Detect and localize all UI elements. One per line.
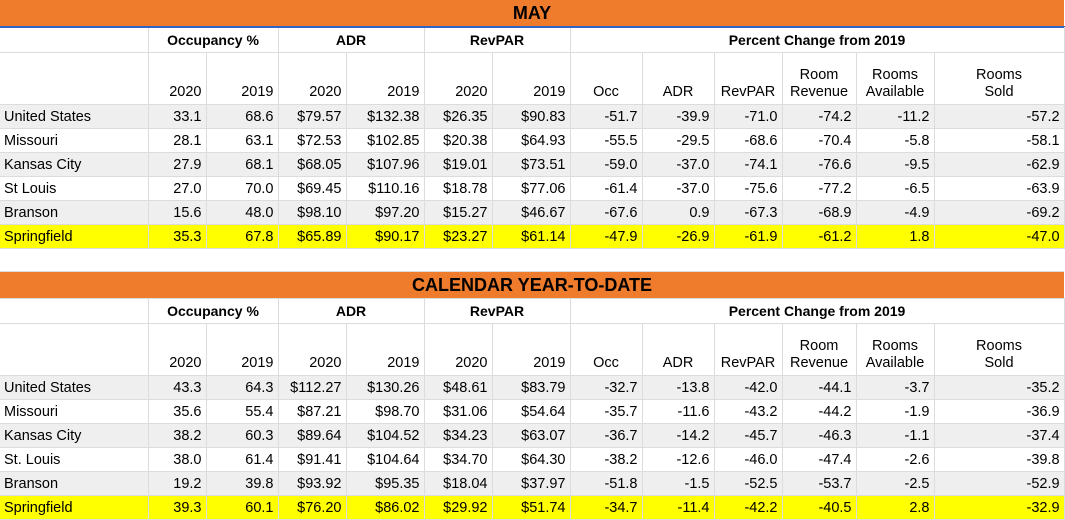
data-cell[interactable]: $107.96 [346, 153, 424, 177]
data-cell[interactable]: -35.7 [570, 400, 642, 424]
empty-cell[interactable] [570, 249, 642, 272]
data-cell[interactable]: -45.7 [714, 424, 782, 448]
data-cell[interactable]: 2.8 [856, 496, 934, 520]
column-header[interactable]: Room Revenue [782, 324, 856, 376]
data-cell[interactable]: $132.38 [346, 105, 424, 129]
group-header[interactable]: ADR [278, 299, 424, 324]
table-row [0, 424, 1064, 448]
data-cell[interactable]: $130.26 [346, 376, 424, 400]
row-label[interactable]: Springfield [0, 225, 148, 249]
data-cell[interactable]: 35.3 [148, 225, 206, 249]
row-label[interactable]: United States [0, 105, 148, 129]
table-row [0, 472, 1064, 496]
column-header[interactable]: 2020 [424, 324, 492, 376]
data-cell[interactable]: $37.97 [492, 472, 570, 496]
data-cell[interactable]: $76.20 [278, 496, 346, 520]
data-cell[interactable]: $110.16 [346, 177, 424, 201]
data-cell[interactable]: -38.2 [570, 448, 642, 472]
data-cell[interactable]: $20.38 [424, 129, 492, 153]
data-cell[interactable]: 55.4 [206, 400, 278, 424]
data-cell[interactable]: 60.1 [206, 496, 278, 520]
data-cell[interactable]: -43.2 [714, 400, 782, 424]
empty-cell[interactable] [0, 249, 148, 272]
data-cell[interactable]: -37.4 [934, 424, 1064, 448]
empty-cell[interactable] [206, 249, 278, 272]
data-cell[interactable]: -70.4 [782, 129, 856, 153]
data-cell[interactable]: -39.9 [642, 105, 714, 129]
data-cell[interactable]: $26.35 [424, 105, 492, 129]
data-cell[interactable]: $65.89 [278, 225, 346, 249]
column-header[interactable]: 2020 [278, 324, 346, 376]
column-header[interactable]: 2019 [206, 53, 278, 105]
data-cell[interactable]: -6.5 [856, 177, 934, 201]
data-cell[interactable]: $51.74 [492, 496, 570, 520]
group-header[interactable]: RevPAR [424, 299, 570, 324]
data-cell[interactable]: $77.06 [492, 177, 570, 201]
data-cell[interactable]: $98.10 [278, 201, 346, 225]
data-cell[interactable]: $112.27 [278, 376, 346, 400]
row-label[interactable]: St Louis [0, 177, 148, 201]
table-row [0, 376, 1064, 400]
table-row [0, 225, 1064, 249]
table-row [0, 448, 1064, 472]
data-cell[interactable]: 1.8 [856, 225, 934, 249]
data-cell[interactable]: 68.1 [206, 153, 278, 177]
column-header-row [0, 53, 1064, 105]
empty-cell[interactable] [278, 249, 346, 272]
data-cell[interactable]: -40.5 [782, 496, 856, 520]
data-cell[interactable]: -69.2 [934, 201, 1064, 225]
data-cell[interactable]: $18.04 [424, 472, 492, 496]
data-cell[interactable]: -35.2 [934, 376, 1064, 400]
group-header[interactable]: RevPAR [424, 27, 570, 53]
group-header[interactable]: Percent Change from 2019 [570, 299, 1064, 324]
data-cell[interactable]: 35.6 [148, 400, 206, 424]
column-header[interactable]: 2019 [206, 324, 278, 376]
data-cell[interactable]: 63.1 [206, 129, 278, 153]
data-cell[interactable]: -61.2 [782, 225, 856, 249]
data-cell[interactable]: $104.64 [346, 448, 424, 472]
data-cell[interactable]: -29.5 [642, 129, 714, 153]
data-cell[interactable]: -57.2 [934, 105, 1064, 129]
table-row [0, 177, 1064, 201]
data-cell[interactable]: -61.9 [714, 225, 782, 249]
data-cell[interactable]: 19.2 [148, 472, 206, 496]
data-cell[interactable]: -74.2 [782, 105, 856, 129]
data-cell[interactable]: $46.67 [492, 201, 570, 225]
data-cell[interactable]: -37.0 [642, 153, 714, 177]
data-cell[interactable]: -1.1 [856, 424, 934, 448]
data-cell[interactable]: $83.79 [492, 376, 570, 400]
data-cell[interactable]: $34.70 [424, 448, 492, 472]
data-cell[interactable]: -2.6 [856, 448, 934, 472]
column-header[interactable]: Rooms Sold [934, 53, 1064, 105]
data-cell[interactable]: 27.9 [148, 153, 206, 177]
row-label[interactable]: Kansas City [0, 153, 148, 177]
data-cell[interactable]: -74.1 [714, 153, 782, 177]
data-cell[interactable]: $31.06 [424, 400, 492, 424]
data-cell[interactable]: -37.0 [642, 177, 714, 201]
column-header-row [0, 324, 1064, 376]
data-cell[interactable]: 28.1 [148, 129, 206, 153]
data-cell[interactable]: $64.30 [492, 448, 570, 472]
table-row [0, 153, 1064, 177]
column-header[interactable]: 2020 [424, 53, 492, 105]
data-cell[interactable]: -76.6 [782, 153, 856, 177]
data-cell[interactable]: -55.5 [570, 129, 642, 153]
data-cell[interactable]: -36.7 [570, 424, 642, 448]
column-header[interactable]: 2020 [148, 53, 206, 105]
empty-cell[interactable] [642, 249, 714, 272]
data-cell[interactable]: -9.5 [856, 153, 934, 177]
empty-cell[interactable] [0, 53, 148, 105]
data-cell[interactable]: 39.8 [206, 472, 278, 496]
row-label[interactable]: Missouri [0, 400, 148, 424]
data-cell[interactable]: -32.9 [934, 496, 1064, 520]
data-cell[interactable]: $95.35 [346, 472, 424, 496]
data-cell[interactable]: 39.3 [148, 496, 206, 520]
data-cell[interactable]: -4.9 [856, 201, 934, 225]
data-cell[interactable]: $19.01 [424, 153, 492, 177]
table-row [0, 105, 1064, 129]
group-header[interactable]: Occupancy % [148, 27, 278, 53]
data-cell[interactable]: -14.2 [642, 424, 714, 448]
data-cell[interactable]: $72.53 [278, 129, 346, 153]
row-label[interactable]: Kansas City [0, 424, 148, 448]
data-cell[interactable]: $68.05 [278, 153, 346, 177]
column-header[interactable]: Room Revenue [782, 53, 856, 105]
column-header[interactable]: Occ [570, 53, 642, 105]
data-cell[interactable]: 38.0 [148, 448, 206, 472]
data-cell[interactable]: $93.92 [278, 472, 346, 496]
data-cell[interactable]: $29.92 [424, 496, 492, 520]
data-cell[interactable]: -47.0 [934, 225, 1064, 249]
data-cell[interactable]: -46.0 [714, 448, 782, 472]
group-header[interactable]: ADR [278, 27, 424, 53]
data-cell[interactable]: $79.57 [278, 105, 346, 129]
empty-cell[interactable] [714, 249, 782, 272]
data-cell[interactable]: $69.45 [278, 177, 346, 201]
data-cell[interactable]: -1.9 [856, 400, 934, 424]
group-header[interactable]: Percent Change from 2019 [570, 27, 1064, 53]
section-title-row [0, 0, 1064, 27]
column-header[interactable]: 2020 [148, 324, 206, 376]
data-cell[interactable]: 15.6 [148, 201, 206, 225]
data-cell[interactable]: $104.52 [346, 424, 424, 448]
group-header-row [0, 27, 1064, 53]
data-cell[interactable]: $87.21 [278, 400, 346, 424]
data-cell[interactable]: -62.9 [934, 153, 1064, 177]
data-cell[interactable]: $91.41 [278, 448, 346, 472]
data-cell[interactable]: -71.0 [714, 105, 782, 129]
empty-cell[interactable] [934, 249, 1064, 272]
column-header[interactable]: Rooms Available [856, 53, 934, 105]
column-header[interactable]: Occ [570, 324, 642, 376]
data-cell[interactable]: -68.9 [782, 201, 856, 225]
section-title-row [0, 272, 1064, 299]
empty-cell[interactable] [0, 299, 148, 324]
data-cell[interactable]: 61.4 [206, 448, 278, 472]
row-label[interactable]: St. Louis [0, 448, 148, 472]
column-header[interactable]: ADR [642, 324, 714, 376]
data-cell[interactable]: -61.4 [570, 177, 642, 201]
data-cell[interactable]: 48.0 [206, 201, 278, 225]
data-cell[interactable]: $23.27 [424, 225, 492, 249]
data-cell[interactable]: -47.4 [782, 448, 856, 472]
column-header[interactable]: Rooms Available [856, 324, 934, 376]
data-cell[interactable]: $97.20 [346, 201, 424, 225]
data-cell[interactable]: -67.3 [714, 201, 782, 225]
row-label[interactable]: United States [0, 376, 148, 400]
data-cell[interactable]: -52.9 [934, 472, 1064, 496]
data-cell[interactable]: 38.2 [148, 424, 206, 448]
data-cell[interactable]: $89.64 [278, 424, 346, 448]
column-header[interactable]: 2019 [492, 324, 570, 376]
spacer-row [0, 249, 1064, 272]
empty-cell[interactable] [0, 27, 148, 53]
data-cell[interactable]: -42.0 [714, 376, 782, 400]
data-cell[interactable]: $15.27 [424, 201, 492, 225]
data-cell[interactable]: -63.9 [934, 177, 1064, 201]
data-cell[interactable]: -53.7 [782, 472, 856, 496]
table-row [0, 201, 1064, 225]
data-cell[interactable]: $73.51 [492, 153, 570, 177]
data-cell[interactable]: $34.23 [424, 424, 492, 448]
data-cell[interactable]: -51.8 [570, 472, 642, 496]
empty-cell[interactable] [856, 249, 934, 272]
data-cell[interactable]: -67.6 [570, 201, 642, 225]
data-cell[interactable]: -5.8 [856, 129, 934, 153]
data-cell[interactable]: 64.3 [206, 376, 278, 400]
data-cell[interactable]: -2.5 [856, 472, 934, 496]
data-cell[interactable]: -58.1 [934, 129, 1064, 153]
data-cell[interactable]: -36.9 [934, 400, 1064, 424]
data-cell[interactable]: 33.1 [148, 105, 206, 129]
empty-cell[interactable] [492, 249, 570, 272]
data-cell[interactable]: $90.83 [492, 105, 570, 129]
data-cell[interactable]: 67.8 [206, 225, 278, 249]
empty-cell[interactable] [346, 249, 424, 272]
empty-cell[interactable] [148, 249, 206, 272]
data-cell[interactable]: $61.14 [492, 225, 570, 249]
data-cell[interactable]: -3.7 [856, 376, 934, 400]
column-header[interactable]: Rooms Sold [934, 324, 1064, 376]
data-cell[interactable]: -44.2 [782, 400, 856, 424]
data-cell[interactable]: -1.5 [642, 472, 714, 496]
data-cell[interactable]: -12.6 [642, 448, 714, 472]
data-cell[interactable]: $54.64 [492, 400, 570, 424]
data-cell[interactable]: $86.02 [346, 496, 424, 520]
data-cell[interactable]: -68.6 [714, 129, 782, 153]
data-cell[interactable]: $18.78 [424, 177, 492, 201]
data-cell[interactable]: -34.7 [570, 496, 642, 520]
column-header[interactable]: RevPAR [714, 324, 782, 376]
data-cell[interactable]: -47.9 [570, 225, 642, 249]
column-header[interactable]: 2019 [346, 324, 424, 376]
data-cell[interactable]: -11.6 [642, 400, 714, 424]
data-cell[interactable]: -46.3 [782, 424, 856, 448]
column-header[interactable]: 2019 [346, 53, 424, 105]
data-cell[interactable]: -11.2 [856, 105, 934, 129]
data-cell[interactable]: $64.93 [492, 129, 570, 153]
data-cell[interactable]: $63.07 [492, 424, 570, 448]
column-header[interactable]: RevPAR [714, 53, 782, 105]
section-title[interactable]: CALENDAR YEAR-TO-DATE [0, 272, 1064, 299]
section-title[interactable]: MAY [0, 0, 1064, 27]
data-cell[interactable]: 70.0 [206, 177, 278, 201]
data-cell[interactable]: -44.1 [782, 376, 856, 400]
data-cell[interactable]: 68.6 [206, 105, 278, 129]
data-cell[interactable]: -77.2 [782, 177, 856, 201]
data-cell[interactable]: -26.9 [642, 225, 714, 249]
empty-cell[interactable] [424, 249, 492, 272]
data-cell[interactable]: -42.2 [714, 496, 782, 520]
data-cell[interactable]: -11.4 [642, 496, 714, 520]
data-cell[interactable]: -59.0 [570, 153, 642, 177]
data-cell[interactable]: 0.9 [642, 201, 714, 225]
row-label[interactable]: Branson [0, 201, 148, 225]
table-row [0, 129, 1064, 153]
empty-cell[interactable] [0, 324, 148, 376]
data-cell[interactable]: $90.17 [346, 225, 424, 249]
data-cell[interactable]: -32.7 [570, 376, 642, 400]
row-label[interactable]: Branson [0, 472, 148, 496]
row-label[interactable]: Missouri [0, 129, 148, 153]
data-cell[interactable]: $98.70 [346, 400, 424, 424]
row-label[interactable]: Springfield [0, 496, 148, 520]
column-header[interactable]: 2019 [492, 53, 570, 105]
data-cell[interactable]: $102.85 [346, 129, 424, 153]
group-header[interactable]: Occupancy % [148, 299, 278, 324]
data-cell[interactable]: -52.5 [714, 472, 782, 496]
column-header[interactable]: 2020 [278, 53, 346, 105]
data-cell[interactable]: 27.0 [148, 177, 206, 201]
empty-cell[interactable] [782, 249, 856, 272]
data-cell[interactable]: -75.6 [714, 177, 782, 201]
data-cell[interactable]: $48.61 [424, 376, 492, 400]
data-cell[interactable]: 60.3 [206, 424, 278, 448]
data-cell[interactable]: -51.7 [570, 105, 642, 129]
data-cell[interactable]: -13.8 [642, 376, 714, 400]
data-cell[interactable]: -39.8 [934, 448, 1064, 472]
group-header-row [0, 299, 1064, 324]
column-header[interactable]: ADR [642, 53, 714, 105]
table-row [0, 400, 1064, 424]
data-cell[interactable]: 43.3 [148, 376, 206, 400]
table-row [0, 496, 1064, 520]
